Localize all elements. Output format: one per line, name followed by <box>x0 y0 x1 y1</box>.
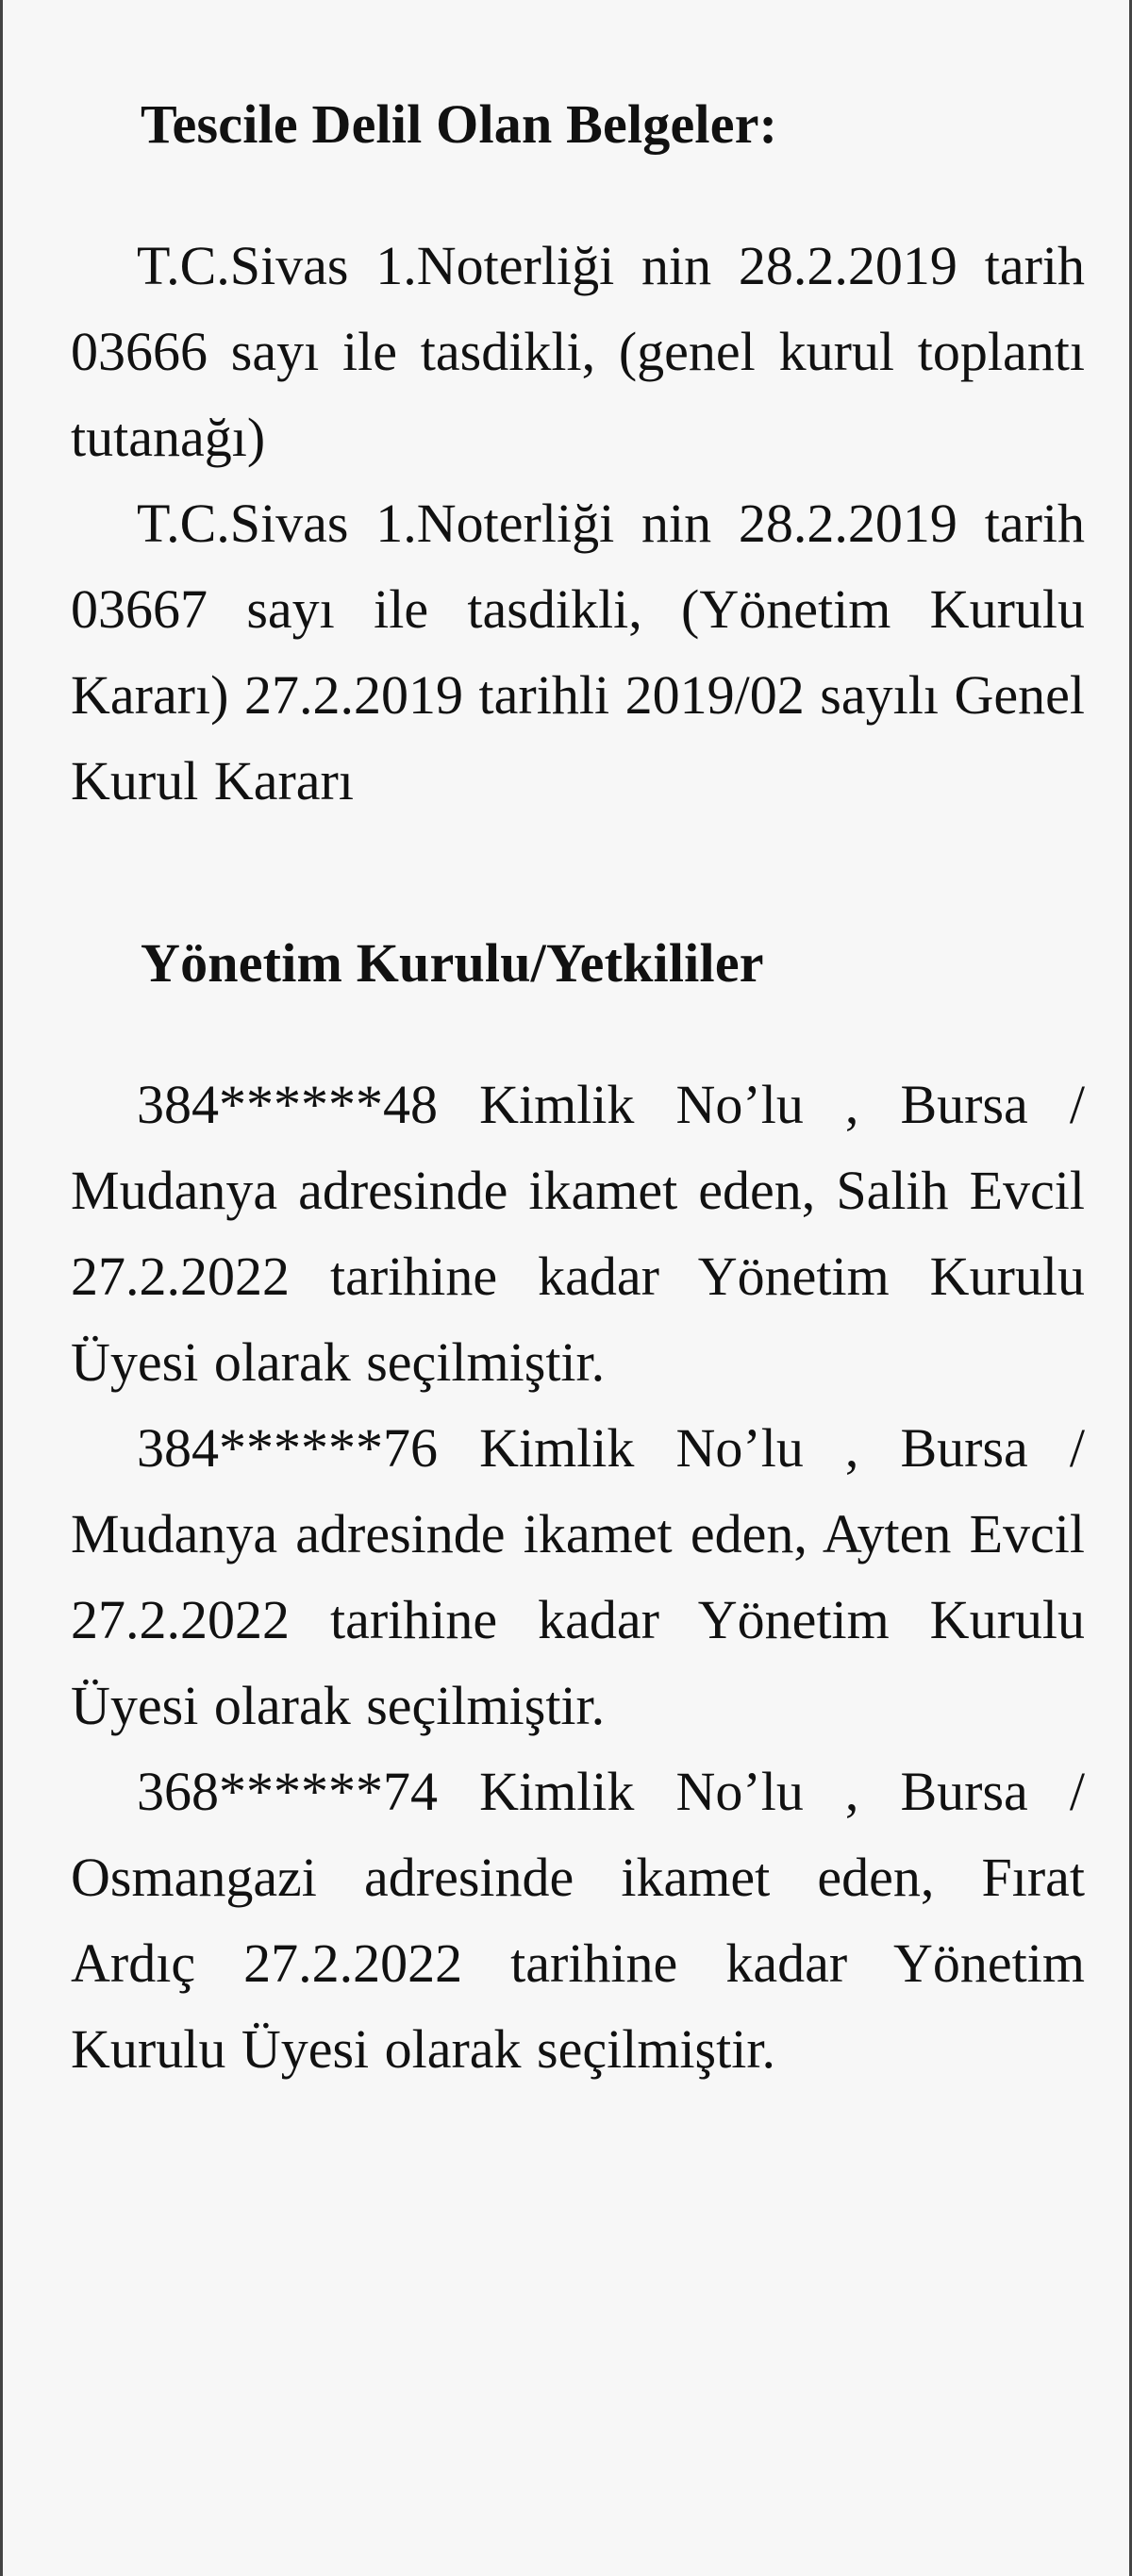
section-heading-board: Yönetim Kurulu/Yetkililer <box>141 932 764 994</box>
paragraph-board-member-2: 384******76 Kimlik No’lu , Bursa / Mudanya adresinde ikamet eden, Ayten Evcil 27.2.2022 tarihine kadar Yönetim Kurulu Üyesi olarak seçilmiştir. <box>71 1417 1085 1736</box>
section-heading-registration-documents: Tescile Delil Olan Belgeler: <box>141 93 778 155</box>
paragraph-notary-document-2: T.C.Sivas 1.Noterliği nin 28.2.2019 tarih 03667 sayı ile tasdikli, (Yönetim Kurulu Kararı) 27.2.2019 tarihli 2019/02 sayılı Genel Kurul Kararı <box>71 493 1085 811</box>
document-content <box>71 83 1085 2092</box>
paragraph-board-member-1: 384******48 Kimlik No’lu , Bursa / Mudanya adresinde ikamet eden, Salih Evcil 27.2.2022 tarihine kadar Yönetim Kurulu Üyesi olarak seçilmiştir. <box>71 1074 1085 1393</box>
paragraph-board-member-3: 368******74 Kimlik No’lu , Bursa / Osmangazi adresinde ikamet eden, Fırat Ardıç 27.2.2022 tarihine kadar Yönetim Kurulu Üyesi olarak seçilmiştir. <box>71 1761 1085 2080</box>
paragraph-notary-document-1: T.C.Sivas 1.Noterliği nin 28.2.2019 tarih 03666 sayı ile tasdikli, (genel kurul toplantı tutanağı) <box>71 235 1085 468</box>
